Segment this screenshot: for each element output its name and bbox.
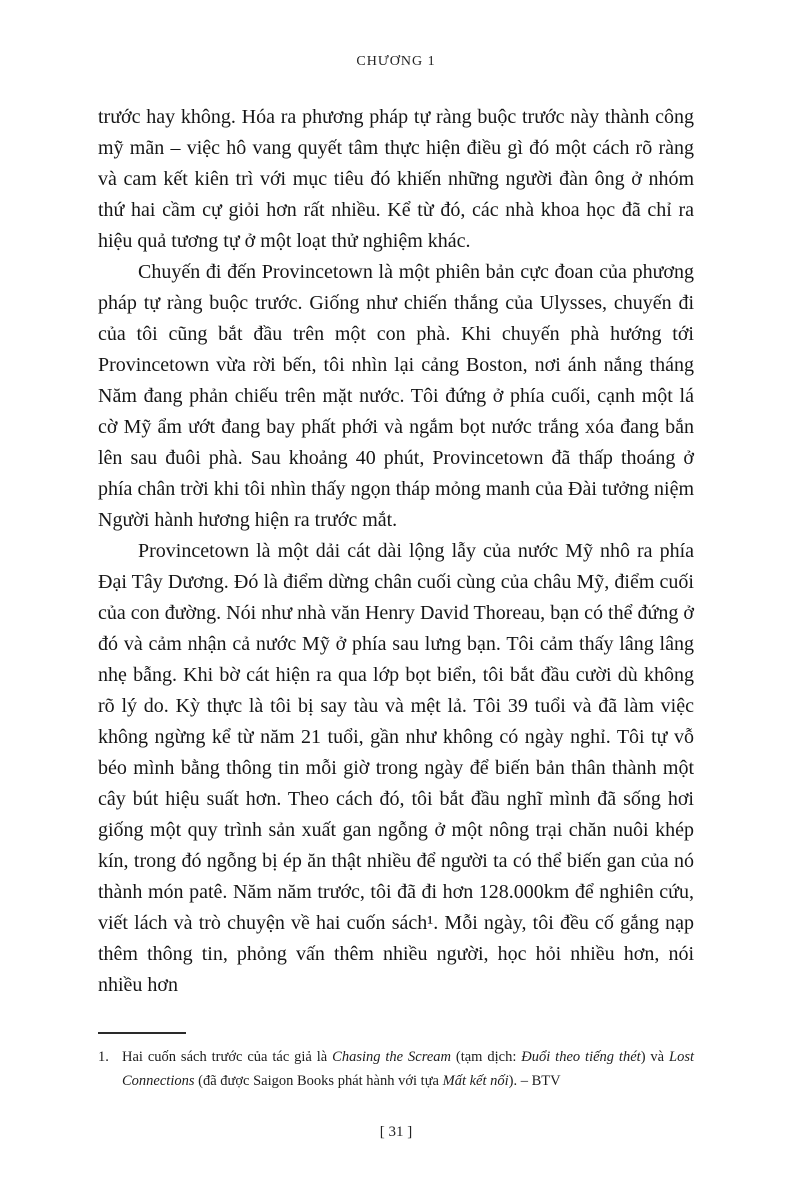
footnote-segment: ) và	[640, 1049, 670, 1065]
footnote-book-title: Lost Connections	[122, 1049, 695, 1089]
footnote-segment: Hai cuốn sách trước của tác giả là	[122, 1049, 333, 1065]
footnote-divider	[98, 1032, 186, 1034]
chapter-header: CHƯƠNG 1	[356, 54, 436, 69]
footnote-area	[98, 1032, 694, 1093]
footnote-segment: (tạm dịch:	[450, 1049, 522, 1065]
footnote-translated-title: Mất kết nối	[442, 1073, 509, 1089]
paragraph-1: trước hay không. Hóa ra phương pháp tự ràng buộc trước này thành công mỹ mãn – việc hô vang quyết tâm thực hiện điều gì đó một cách rõ ràng và cam kết kiên trì với mục tiêu đó khiến những người đàn ông ở nhóm thứ hai cầm cự giỏi hơn rất nhiều. Kể từ đó, các nhà khoa học đã chỉ ra hiệu quả tương tự ở một loạt thử nghiệm khác.	[98, 106, 694, 252]
page-number: [ 31 ]	[379, 1124, 413, 1140]
body-text	[98, 102, 694, 1001]
paragraph-2: Chuyến đi đến Provincetown là một phiên bản cực đoan của phương pháp tự ràng buộc trước. Giống như chiến thắng của Ulysses, chuyến đi của tôi cũng bắt đầu trên một con phà. Khi chuyến phà hướng tới Provincetown vừa rời bến, tôi nhìn lại cảng Boston, nơi ánh nắng tháng Năm đang phản chiếu trên mặt nước. Tôi đứng ở phía cuối, cạnh một lá cờ Mỹ ẩm ướt đang bay phất phới và ngắm bọt nước trắng xóa đang bắn lên sau đuôi phà. Sau khoảng 40 phút, Provincetown đã thấp thoáng ở phía chân trời khi tôi nhìn thấy ngọn tháp mỏng manh của Đài tưởng niệm Người hành hương hiện ra trước mắt.	[98, 261, 694, 531]
footnote-book-title: Chasing the Scream	[332, 1049, 451, 1065]
footnote-segment: ). – BTV	[508, 1073, 561, 1089]
footnote-text	[122, 1045, 694, 1093]
footnote-marker: 1.	[98, 1049, 109, 1065]
footnote	[98, 1045, 694, 1093]
paragraph-3: Provincetown là một dải cát dài lộng lẫy của nước Mỹ nhô ra phía Đại Tây Dương. Đó là điểm dừng chân cuối cùng của châu Mỹ, điểm cuối của con đường. Nói như nhà văn Henry David Thoreau, bạn có thể đứng ở đó và cảm nhận cả nước Mỹ ở phía sau lưng bạn. Tôi cảm thấy lâng lâng nhẹ bẫng. Khi bờ cát hiện ra qua lớp bọt biển, tôi bắt đầu cười dù không rõ lý do. Kỳ thực là tôi bị say tàu và mệt lả. Tôi 39 tuổi và đã làm việc không ngừng kể từ năm 21 tuổi, gần như không có ngày nghỉ. Tôi tự vỗ béo mình bằng thông tin mỗi giờ trong ngày để biến bản thân thành một cây bút hiệu suất hơn. Theo cách đó, tôi bắt đầu nghĩ mình đã sống hơi giống một quy trình sản xuất gan ngỗng ở một nông trại chăn nuôi khép kín, trong đó ngỗng bị ép ăn thật nhiều để người ta có thể biến gan của nó thành món patê. Năm năm trước, tôi đã đi hơn 128.000km để nghiên cứu, viết lách và trò chuyện về hai cuốn sách¹. Mỗi ngày, tôi đều cố gắng nạp thêm thông tin, phỏng vấn thêm nhiều người, học hỏi nhiều hơn, nói nhiều hơn	[98, 540, 694, 996]
footnote-translated-title: Đuổi theo tiếng thét	[521, 1049, 641, 1065]
footnote-segment: (đã được Saigon Books phát hành với tựa	[194, 1073, 443, 1089]
